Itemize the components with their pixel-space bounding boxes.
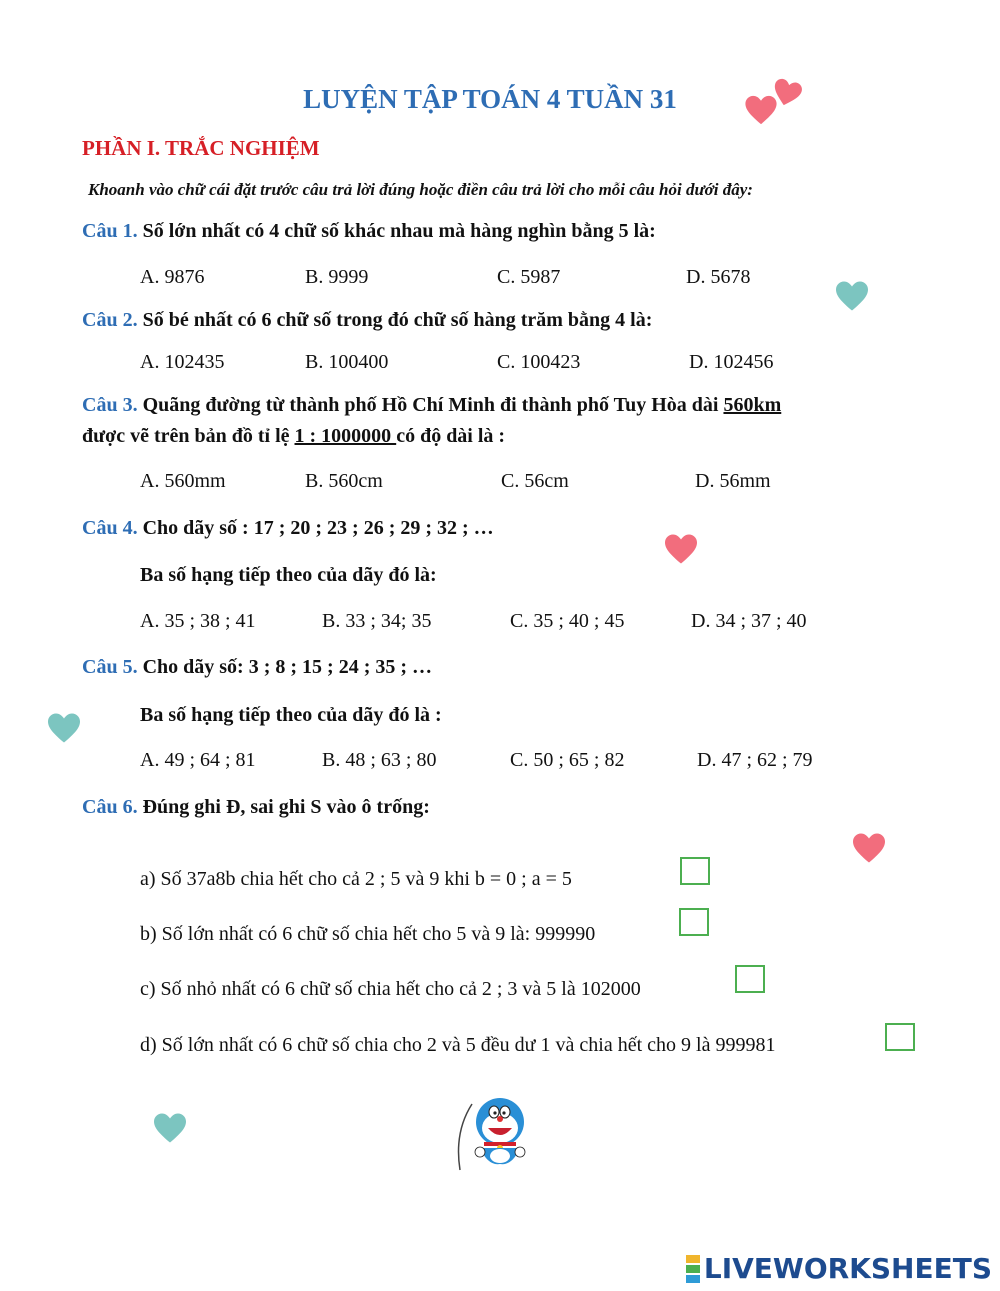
q3-option-a[interactable]: A. 560mm xyxy=(140,470,226,492)
q3-option-b[interactable]: B. 560cm xyxy=(305,470,383,492)
question-2 xyxy=(82,309,652,332)
heart-icon xyxy=(152,1112,188,1144)
heart-icon xyxy=(663,533,699,565)
question-label: Câu 4. xyxy=(82,517,138,539)
question-label: Câu 6. xyxy=(82,796,138,818)
tf-statement-d: d) Số lớn nhất có 6 chữ số chia cho 2 và 5 đều dư 1 và chia hết cho 9 là 999981 xyxy=(140,1034,776,1056)
q1-option-b[interactable]: B. 9999 xyxy=(305,266,369,288)
question-text: Số bé nhất có 6 chữ số trong đó chữ số hàng trăm bằng 4 là: xyxy=(142,309,653,331)
q1-option-c[interactable]: C. 5987 xyxy=(497,266,561,288)
question-text: Số lớn nhất có 4 chữ số khác nhau mà hàng nghìn bằng 5 là: xyxy=(142,220,656,242)
q2-option-a[interactable]: A. 102435 xyxy=(140,351,225,373)
q5-option-c[interactable]: C. 50 ; 65 ; 82 xyxy=(510,749,625,771)
heart-icon xyxy=(46,712,82,744)
q2-option-c[interactable]: C. 100423 xyxy=(497,351,581,373)
doraemon-icon xyxy=(450,1092,534,1172)
q2-option-b[interactable]: B. 100400 xyxy=(305,351,389,373)
q3-option-c[interactable]: C. 56cm xyxy=(501,470,569,492)
question-text: Quãng đường từ thành phố Hồ Chí Minh đi thành phố Tuy Hòa dài xyxy=(142,394,724,416)
question-3-line-2 xyxy=(82,425,505,448)
logo-mark-icon xyxy=(686,1254,700,1284)
q4-option-d[interactable]: D. 34 ; 37 ; 40 xyxy=(691,610,807,632)
q5-option-b[interactable]: B. 48 ; 63 ; 80 xyxy=(322,749,437,771)
liveworksheets-logo xyxy=(686,1252,992,1285)
q2-option-d[interactable]: D. 102456 xyxy=(689,351,774,373)
section-title: PHẦN I. TRẮC NGHIỆM xyxy=(82,136,320,160)
question-text: được vẽ trên bản đồ tỉ lệ xyxy=(82,425,295,447)
question-text: có độ dài là : xyxy=(396,425,506,447)
question-label: Câu 5. xyxy=(82,656,138,678)
question-label: Câu 2. xyxy=(82,309,138,331)
instruction: Khoanh vào chữ cái đặt trước câu trả lời đúng hoặc điền câu trả lời cho mỗi câu hỏi dưới đây: xyxy=(88,180,753,199)
answer-box-c[interactable] xyxy=(735,965,765,993)
heart-icon xyxy=(834,280,870,312)
answer-box-a[interactable] xyxy=(680,857,710,885)
scale-value: 1 : 1000000 xyxy=(294,425,397,447)
q4-option-c[interactable]: C. 35 ; 40 ; 45 xyxy=(510,610,625,632)
q1-option-d[interactable]: D. 5678 xyxy=(686,266,751,288)
logo-text: LIVEWORKSHEETS xyxy=(703,1252,992,1285)
q3-option-d[interactable]: D. 56mm xyxy=(695,470,771,492)
answer-box-d[interactable] xyxy=(885,1023,915,1051)
q4-option-b[interactable]: B. 33 ; 34; 35 xyxy=(322,610,432,632)
heart-icon xyxy=(851,832,887,864)
q5-option-a[interactable]: A. 49 ; 64 ; 81 xyxy=(140,749,256,771)
question-1 xyxy=(82,220,656,243)
question-text: Cho dãy số: 3 ; 8 ; 15 ; 24 ; 35 ; … xyxy=(142,656,433,678)
question-4-sub: Ba số hạng tiếp theo của dãy đó là: xyxy=(140,564,437,586)
answer-box-b[interactable] xyxy=(679,908,709,936)
page-title: LUYỆN TẬP TOÁN 4 TUẦN 31 xyxy=(303,84,677,114)
question-label: Câu 3. xyxy=(82,394,138,416)
q1-option-a[interactable]: A. 9876 xyxy=(140,266,205,288)
distance-value: 560km xyxy=(723,394,782,416)
tf-statement-b: b) Số lớn nhất có 6 chữ số chia hết cho 5 và 9 là: 999990 xyxy=(140,923,596,945)
question-label: Câu 1. xyxy=(82,220,138,242)
question-6 xyxy=(82,796,430,819)
question-text: Đúng ghi Đ, sai ghi S vào ô trống: xyxy=(142,796,430,818)
q5-option-d[interactable]: D. 47 ; 62 ; 79 xyxy=(697,749,813,771)
question-3 xyxy=(82,394,781,417)
tf-statement-c: c) Số nhỏ nhất có 6 chữ số chia hết cho cả 2 ; 3 và 5 là 102000 xyxy=(140,978,641,1000)
question-4 xyxy=(82,517,494,540)
question-5-sub: Ba số hạng tiếp theo của dãy đó là : xyxy=(140,704,442,726)
q4-option-a[interactable]: A. 35 ; 38 ; 41 xyxy=(140,610,256,632)
question-5 xyxy=(82,656,432,679)
question-text: Cho dãy số : 17 ; 20 ; 23 ; 26 ; 29 ; 32 ; … xyxy=(142,517,494,539)
tf-statement-a: a) Số 37a8b chia hết cho cả 2 ; 5 và 9 khi b = 0 ; a = 5 xyxy=(140,868,572,890)
